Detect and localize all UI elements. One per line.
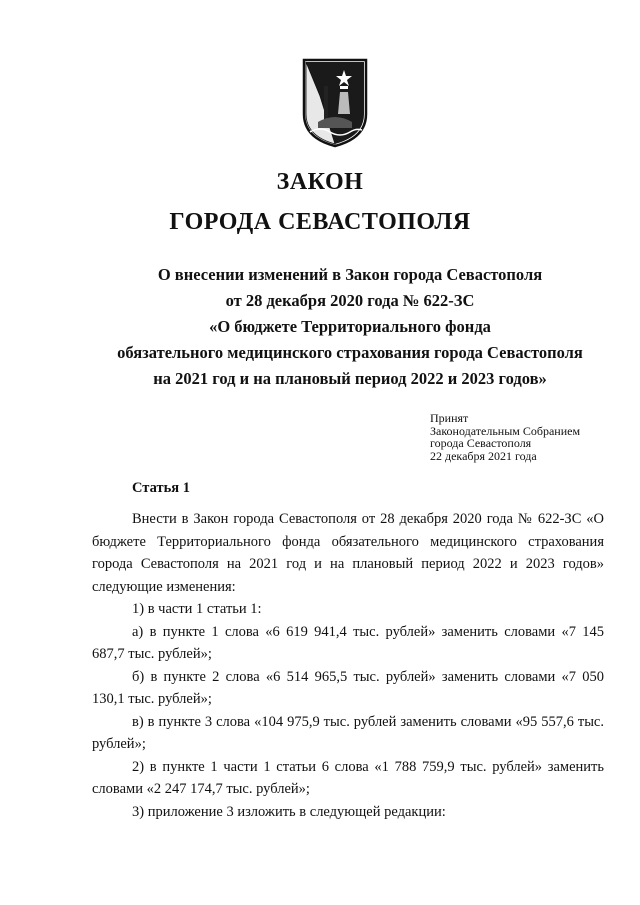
paragraph: 2) в пункте 1 части 1 статьи 6 слова «1 788 759,9 тыс. рублей» заменить словами «2 247 174,7 тыс. рублей»; — [92, 758, 604, 797]
adoption-date: 22 декабря 2021 года — [430, 448, 537, 463]
subtitle-line: от 28 декабря 2020 года № 622-ЗС — [225, 291, 475, 310]
sevastopol-coat-of-arms-emblem — [300, 56, 370, 148]
subtitle-line: обязательного медицинского страхования города Севастополя — [117, 343, 583, 362]
paragraph: б) в пункте 2 слова «6 514 965,5 тыс. рублей» заменить словами «7 050 130,1 тыс. рублей»; — [92, 668, 604, 707]
law-title: ЗАКОН — [276, 169, 364, 195]
paragraph: а) в пункте 1 слова «6 619 941,4 тыс. рублей» заменить словами «7 145 687,7 тыс. рублей»; — [92, 623, 604, 662]
adoption-note — [430, 412, 580, 462]
paragraph: Внести в Закон города Севастополя от 28 декабря 2020 года № 622-ЗС «О бюджете Территориального фонда обязательного медицинского страхования города Севастополя на 2021 год и на плановый период 2022 и 2023 годов» следующие изменения: — [92, 511, 604, 595]
paragraph: в) в пункте 3 слова «104 975,9 тыс. рублей заменить словами «95 557,6 тыс. рублей»; — [92, 713, 604, 752]
article-heading: Статья 1 — [132, 480, 190, 496]
adoption-line: Принят — [430, 411, 469, 425]
paragraph: 3) приложение 3 изложить в следующей редакции: — [132, 803, 446, 820]
subtitle-line: О внесении изменений в Закон города Севастополя — [157, 265, 543, 284]
law-subtitle — [60, 262, 640, 392]
subtitle-line: «О бюджете Территориального фонда — [209, 317, 491, 336]
adoption-line: Законодательным Собранием — [430, 423, 581, 438]
paragraph: 1) в части 1 статьи 1: — [132, 601, 262, 617]
article-body — [92, 508, 604, 823]
adoption-line: города Севастополя — [430, 436, 532, 450]
law-issuer-title: ГОРОДА СЕВАСТОПОЛЯ — [169, 209, 471, 235]
subtitle-line: на 2021 год и на плановый период 2022 и 2023 годов» — [153, 369, 547, 388]
